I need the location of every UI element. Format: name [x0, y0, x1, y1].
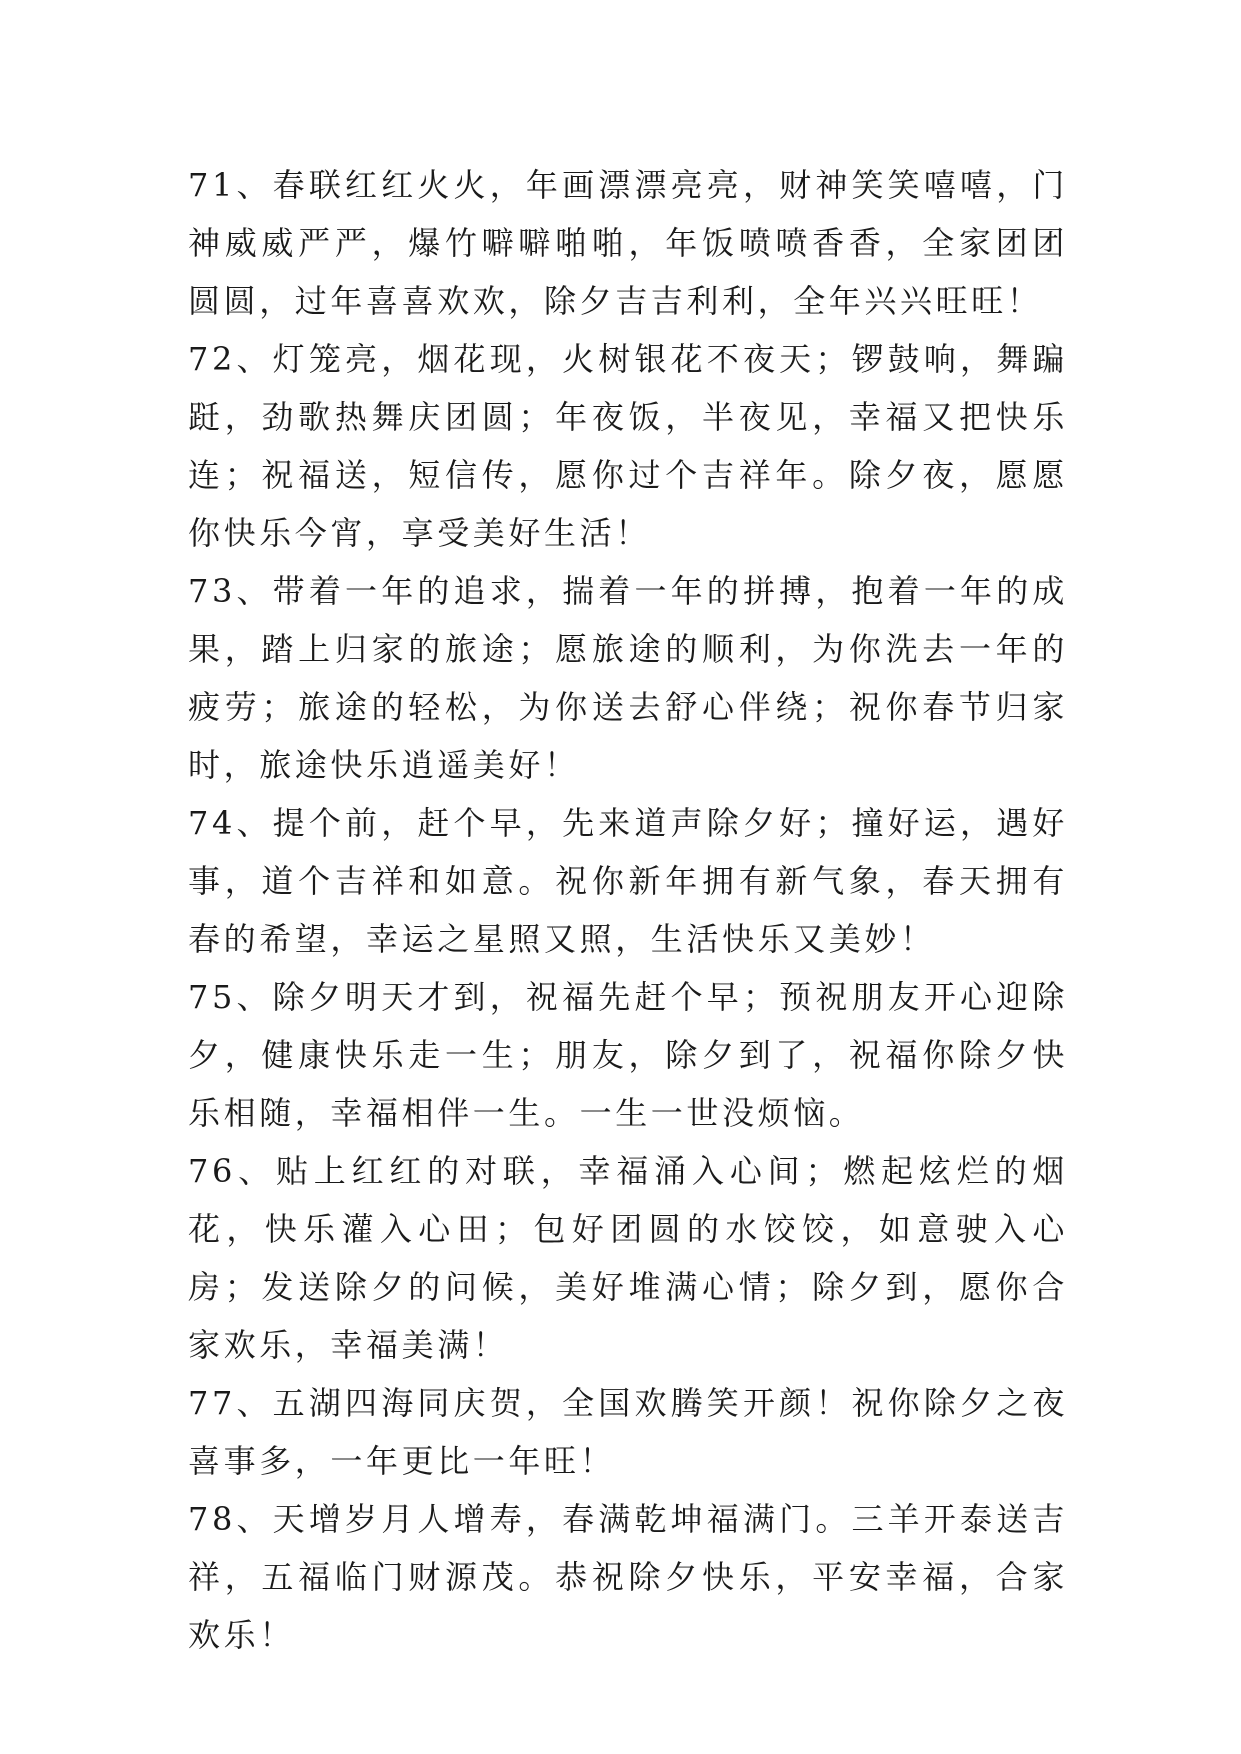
greeting-item-76: 76、贴上红红的对联，幸福涌入心间；燃起炫烂的烟花，快乐灌入心田；包好团圆的水饺饺，如意驶入心房；发送除夕的问候，美好堆满心情；除夕到，愿你合家欢乐，幸福美满！: [188, 1152, 1068, 1364]
greeting-item-78: 78、天增岁月人增寿，春满乾坤福满门。三羊开泰送吉祥，五福临门财源茂。恭祝除夕快乐，平安幸福，合家欢乐！: [188, 1500, 1068, 1654]
greeting-item-73: 73、带着一年的追求，揣着一年的拼搏，抱着一年的成果，踏上归家的旅途；愿旅途的顺利，为你洗去一年的疲劳；旅途的轻松，为你送去舒心伴绕；祝你春节归家时，旅途快乐逍遥美好！: [188, 572, 1068, 784]
greeting-item-72: 72、灯笼亮，烟花现，火树银花不夜天；锣鼓响，舞蹁跹，劲歌热舞庆团圆；年夜饭，半夜见，幸福又把快乐连；祝福送，短信传，愿你过个吉祥年。除夕夜，愿愿你快乐今宵，享受美好生活！: [188, 340, 1068, 552]
greeting-item-75: 75、除夕明天才到，祝福先赶个早；预祝朋友开心迎除夕，健康快乐走一生；朋友，除夕到了，祝福你除夕快乐相随，幸福相伴一生。一生一世没烦恼。: [188, 978, 1068, 1132]
greeting-item-74: 74、提个前，赶个早，先来道声除夕好；撞好运，遇好事，道个吉祥和如意。祝你新年拥有新气象，春天拥有春的希望，幸运之星照又照，生活快乐又美妙！: [188, 804, 1068, 958]
greeting-item-71: 71、春联红红火火，年画漂漂亮亮，财神笑笑嘻嘻，门神威威严严，爆竹噼噼啪啪，年饭喷喷香香，全家团团圆圆，过年喜喜欢欢，除夕吉吉利利，全年兴兴旺旺！: [188, 166, 1068, 320]
greeting-item-77: 77、五湖四海同庆贺，全国欢腾笑开颜！祝你除夕之夜喜事多，一年更比一年旺！: [188, 1384, 1068, 1480]
document-body: [188, 156, 1068, 1664]
